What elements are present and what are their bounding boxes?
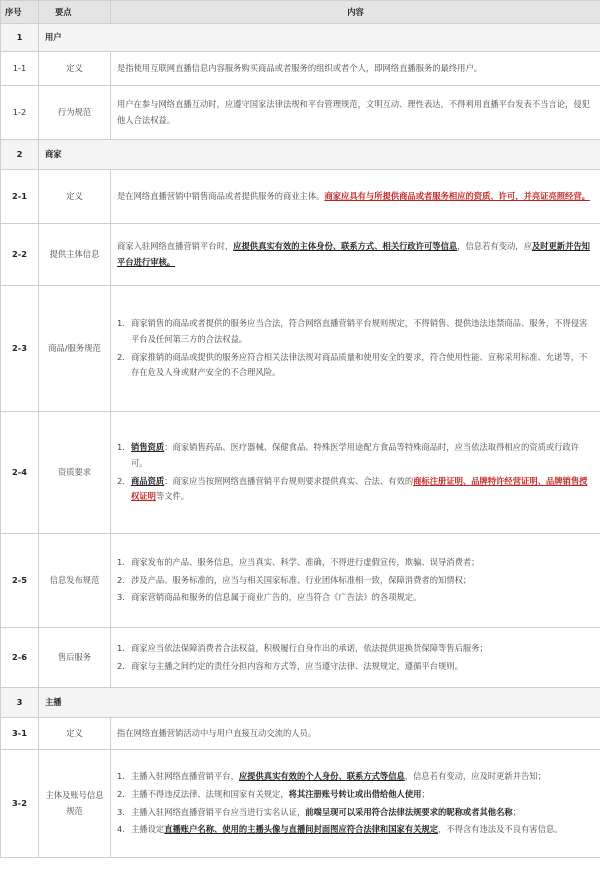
row-no: 3-1	[1, 718, 39, 750]
row-content	[111, 412, 600, 534]
highlight-text: 品牌特许经营证明	[471, 475, 538, 486]
row-no: 3-2	[1, 750, 39, 858]
list-item: 4. 主播设定直播账户名称、使用的主播头像与直播间封面图应符合法律和国家有关规定，不得含有违法及不良有害信息。	[117, 824, 563, 835]
emphasis-text: 应提供真实有效的主体身份、联系方式、相关行政许可等信息	[233, 240, 458, 251]
header-no: 序号	[1, 1, 39, 24]
section-no: 2	[1, 140, 39, 170]
row-no: 1-1	[1, 52, 39, 86]
list-item: 2. 商品资质：商家应当按照网络直播营销平台规则要求提供真实、合法、有效的商标注册证明、品牌特许经营证明、品牌销售授权证明等文件。	[117, 475, 588, 502]
list-item: 3. 商家营销商品和服务的信息属于商业广告的，应当符合《广告法》的各项规定。	[117, 592, 422, 603]
row-key: 定义	[39, 718, 111, 750]
row-key: 主体及账号信息规范	[39, 750, 111, 858]
numbered-list	[117, 641, 594, 675]
numbered-list	[117, 555, 594, 606]
row-key: 定义	[39, 170, 111, 224]
list-item: 2. 涉及产品、服务标准的，应当与相关国家标准、行业团体标准相一致，保障消费者的知情权；	[117, 574, 472, 585]
table-row	[1, 224, 600, 286]
list-item: 1. 主播入驻网络直播营销平台，应提供真实有效的个人身份、联系方式等信息，信息若有变动，应及时更新并告知；	[117, 771, 546, 781]
row-key: 定义	[39, 52, 111, 86]
table-row	[1, 412, 600, 534]
header-key: 要点	[39, 1, 111, 24]
content-text: 是在网络直播营销中销售商品或者提供服务的商业主体。	[117, 190, 325, 201]
list-item: 3. 主播入驻网络直播营销平台应当进行实名认证，前端呈现可以采用符合法律法规要求的昵称或者其他名称；	[117, 806, 521, 817]
row-no: 1-2	[1, 86, 39, 140]
header-content: 内容	[111, 1, 600, 24]
row-content: 是指使用互联网直播信息内容服务购买商品或者服务的组织或者个人，即网络直播服务的最终用户。	[111, 52, 600, 86]
highlight-text: 品牌销售授权证明	[131, 475, 588, 502]
list-item: 1. 商家销售的商品或者提供的服务应当合法，符合网络直播营销平台规则规定，不得销售、提供违法违禁商品、服务，不得侵害平台及任何第三方的合法权益。	[117, 318, 588, 344]
row-content	[111, 170, 600, 224]
row-key: 信息发布规范	[39, 534, 111, 628]
row-content	[111, 750, 600, 858]
row-key: 售后服务	[39, 628, 111, 688]
section-title: 用户	[39, 24, 600, 52]
table-row	[1, 170, 600, 224]
row-no: 2-5	[1, 534, 39, 628]
row-no: 2-1	[1, 170, 39, 224]
section-row-user	[1, 24, 600, 52]
row-content	[111, 224, 600, 286]
list-item: 2. 商家与主播之间约定的责任分担内容和方式等，应当遵守法律、法规规定，遵循平台规则。	[117, 660, 463, 671]
list-item: 1. 销售资质：商家销售药品、医疗器械、保健食品、特殊医学用途配方食品等特殊商品时，应当依法取得相应的资质或行政许可。	[117, 442, 580, 468]
row-no: 2-3	[1, 286, 39, 412]
row-content: 指在网络直播营销活动中与用户直接互动交流的人员。	[111, 718, 600, 750]
list-item: 1. 商家发布的产品、服务信息，应当真实、科学、准确，不得进行虚假宣传，欺骗、误导消费者；	[117, 556, 480, 567]
row-key: 资质要求	[39, 412, 111, 534]
numbered-list	[117, 316, 594, 381]
content-text: ，信息若有变动，应	[457, 240, 532, 251]
numbered-list	[117, 440, 594, 505]
table-row	[1, 628, 600, 688]
table-row	[1, 86, 600, 140]
section-no: 3	[1, 688, 39, 718]
row-key: 提供主体信息	[39, 224, 111, 286]
list-item: 1. 商家应当依法保障消费者合法权益，积极履行自身作出的承诺，依法提供退换货保障等售后服务；	[117, 642, 488, 653]
header-row	[1, 1, 600, 24]
row-key: 行为规范	[39, 86, 111, 140]
list-item: 2. 商家推销的商品或提供的服务应符合相关法律法规对商品质量和使用安全的要求，符合使用性能、宣称采用标准、允诺等，不存在危及人身或财产安全的不合理风险。	[117, 351, 588, 378]
table-row	[1, 52, 600, 86]
table-row	[1, 750, 600, 858]
section-no: 1	[1, 24, 39, 52]
table-row	[1, 286, 600, 412]
row-key: 商品/服务规范	[39, 286, 111, 412]
emphasis-text: 及时更新并告知平台进行审核。	[117, 240, 590, 267]
row-no: 2-6	[1, 628, 39, 688]
row-content	[111, 628, 600, 688]
table-row	[1, 534, 600, 628]
section-title: 主播	[39, 688, 600, 718]
highlight-text: 商家应具有与所提供商品或者服务相应的资质、许可，并亮证亮照经营。	[324, 190, 590, 201]
row-no: 2-4	[1, 412, 39, 534]
section-row-merchant	[1, 140, 600, 170]
numbered-list	[117, 769, 594, 838]
content-text: 商家入驻网络直播营销平台时，	[117, 240, 234, 251]
row-content: 用户在参与网络直播互动时，应遵守国家法律法规和平台管理规范，文明互动、理性表达，不得利用直播平台发表不当言论，侵犯他人合法权益。	[111, 86, 600, 140]
section-row-anchor	[1, 688, 600, 718]
section-title: 商家	[39, 140, 600, 170]
table-row	[1, 718, 600, 750]
row-no: 2-2	[1, 224, 39, 286]
list-item: 2. 主播不得违反法律、法规和国家有关规定，将其注册账号转让或出借给他人使用；	[117, 788, 430, 799]
highlight-text: 商标注册证明	[413, 475, 463, 486]
row-content	[111, 286, 600, 412]
row-content	[111, 534, 600, 628]
